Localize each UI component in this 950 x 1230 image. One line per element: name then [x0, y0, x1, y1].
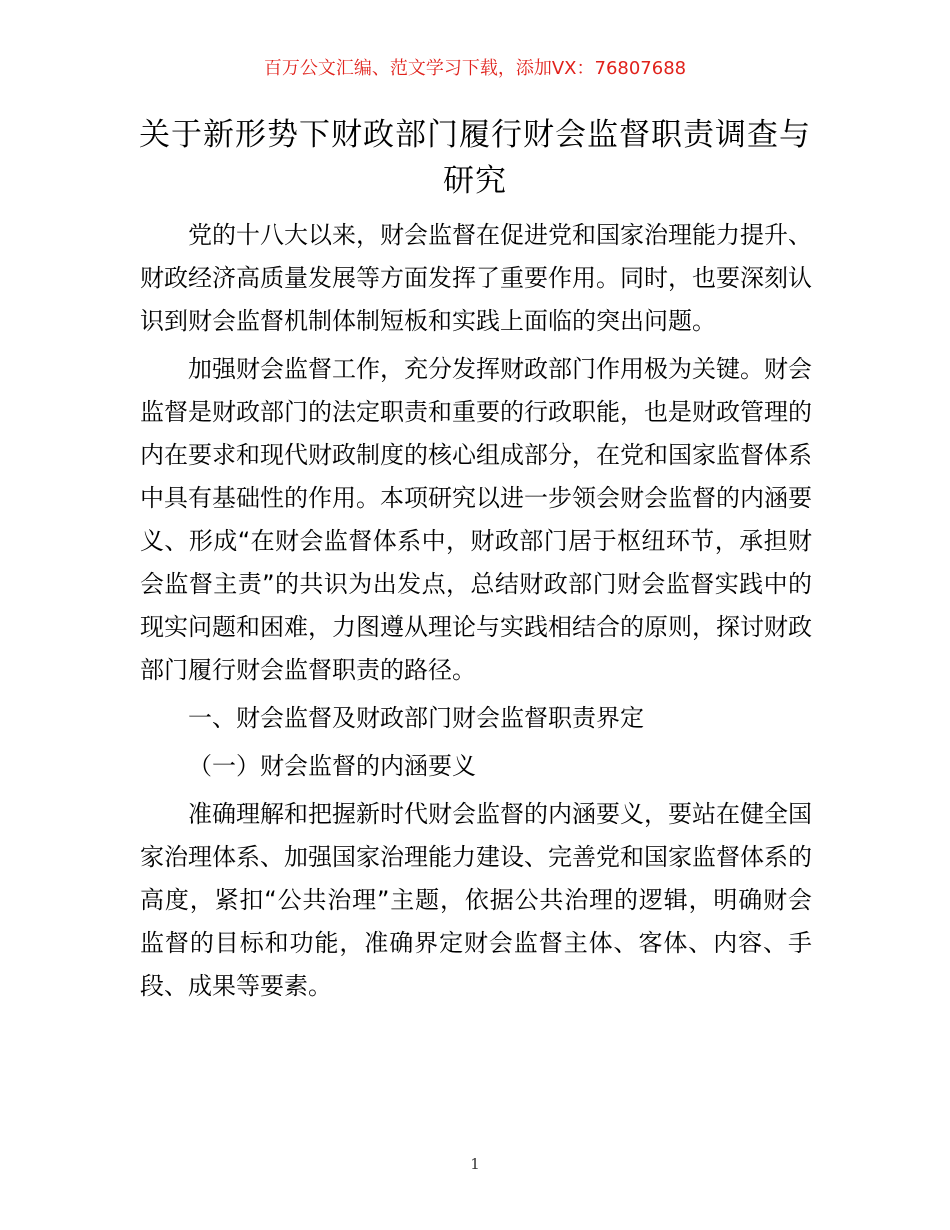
subsection-heading-1: （一）财会监督的内涵要义	[188, 752, 476, 780]
paragraph-intro: 党的十八大以来，财会监督在促进党和国家治理能力提升、财政经济高质量发展等方面发挥了重要作用。同时，也要深刻认识到财会监督机制体制短板和实践上面临的突出问题。	[140, 221, 812, 335]
page-number: 1	[470, 1155, 480, 1173]
paragraph-connotation: 准确理解和把握新时代财会监督的内涵要义，要站在健全国家治理体系、加强国家治理能力建设、完善党和国家监督体系的高度，紧扣“公共治理”主题，依据公共治理的逻辑，明确财会监督的目标和功能，准确界定财会监督主体、客体、内容、手段、成果等要素。	[140, 800, 812, 1000]
paragraph-importance: 加强财会监督工作，充分发挥财政部门作用极为关键。财会监督是财政部门的法定职责和重要的行政职能，也是财政管理的内在要求和现代财政制度的核心组成部分，在党和国家监督体系中具有基础性的作用。本项研究以进一步领会财会监督的内涵要义、形成“在财会监督体系中，财政部门居于枢纽环节，承担财会监督主责”的共识为出发点，总结财政部门财会监督实践中的现实问题和困难，力图遵从理论与实践相结合的原则，探讨财政部门履行财会监督职责的路径。	[140, 355, 812, 684]
header-banner: 百万公文汇编、范文学习下载，添加VX：76807688	[263, 58, 687, 79]
document-body	[140, 214, 812, 1013]
document-title: 关于新形势下财政部门履行财会监督职责调查与研究	[139, 117, 811, 199]
section-heading-1: 一、财会监督及财政部门财会监督职责界定	[188, 704, 644, 732]
